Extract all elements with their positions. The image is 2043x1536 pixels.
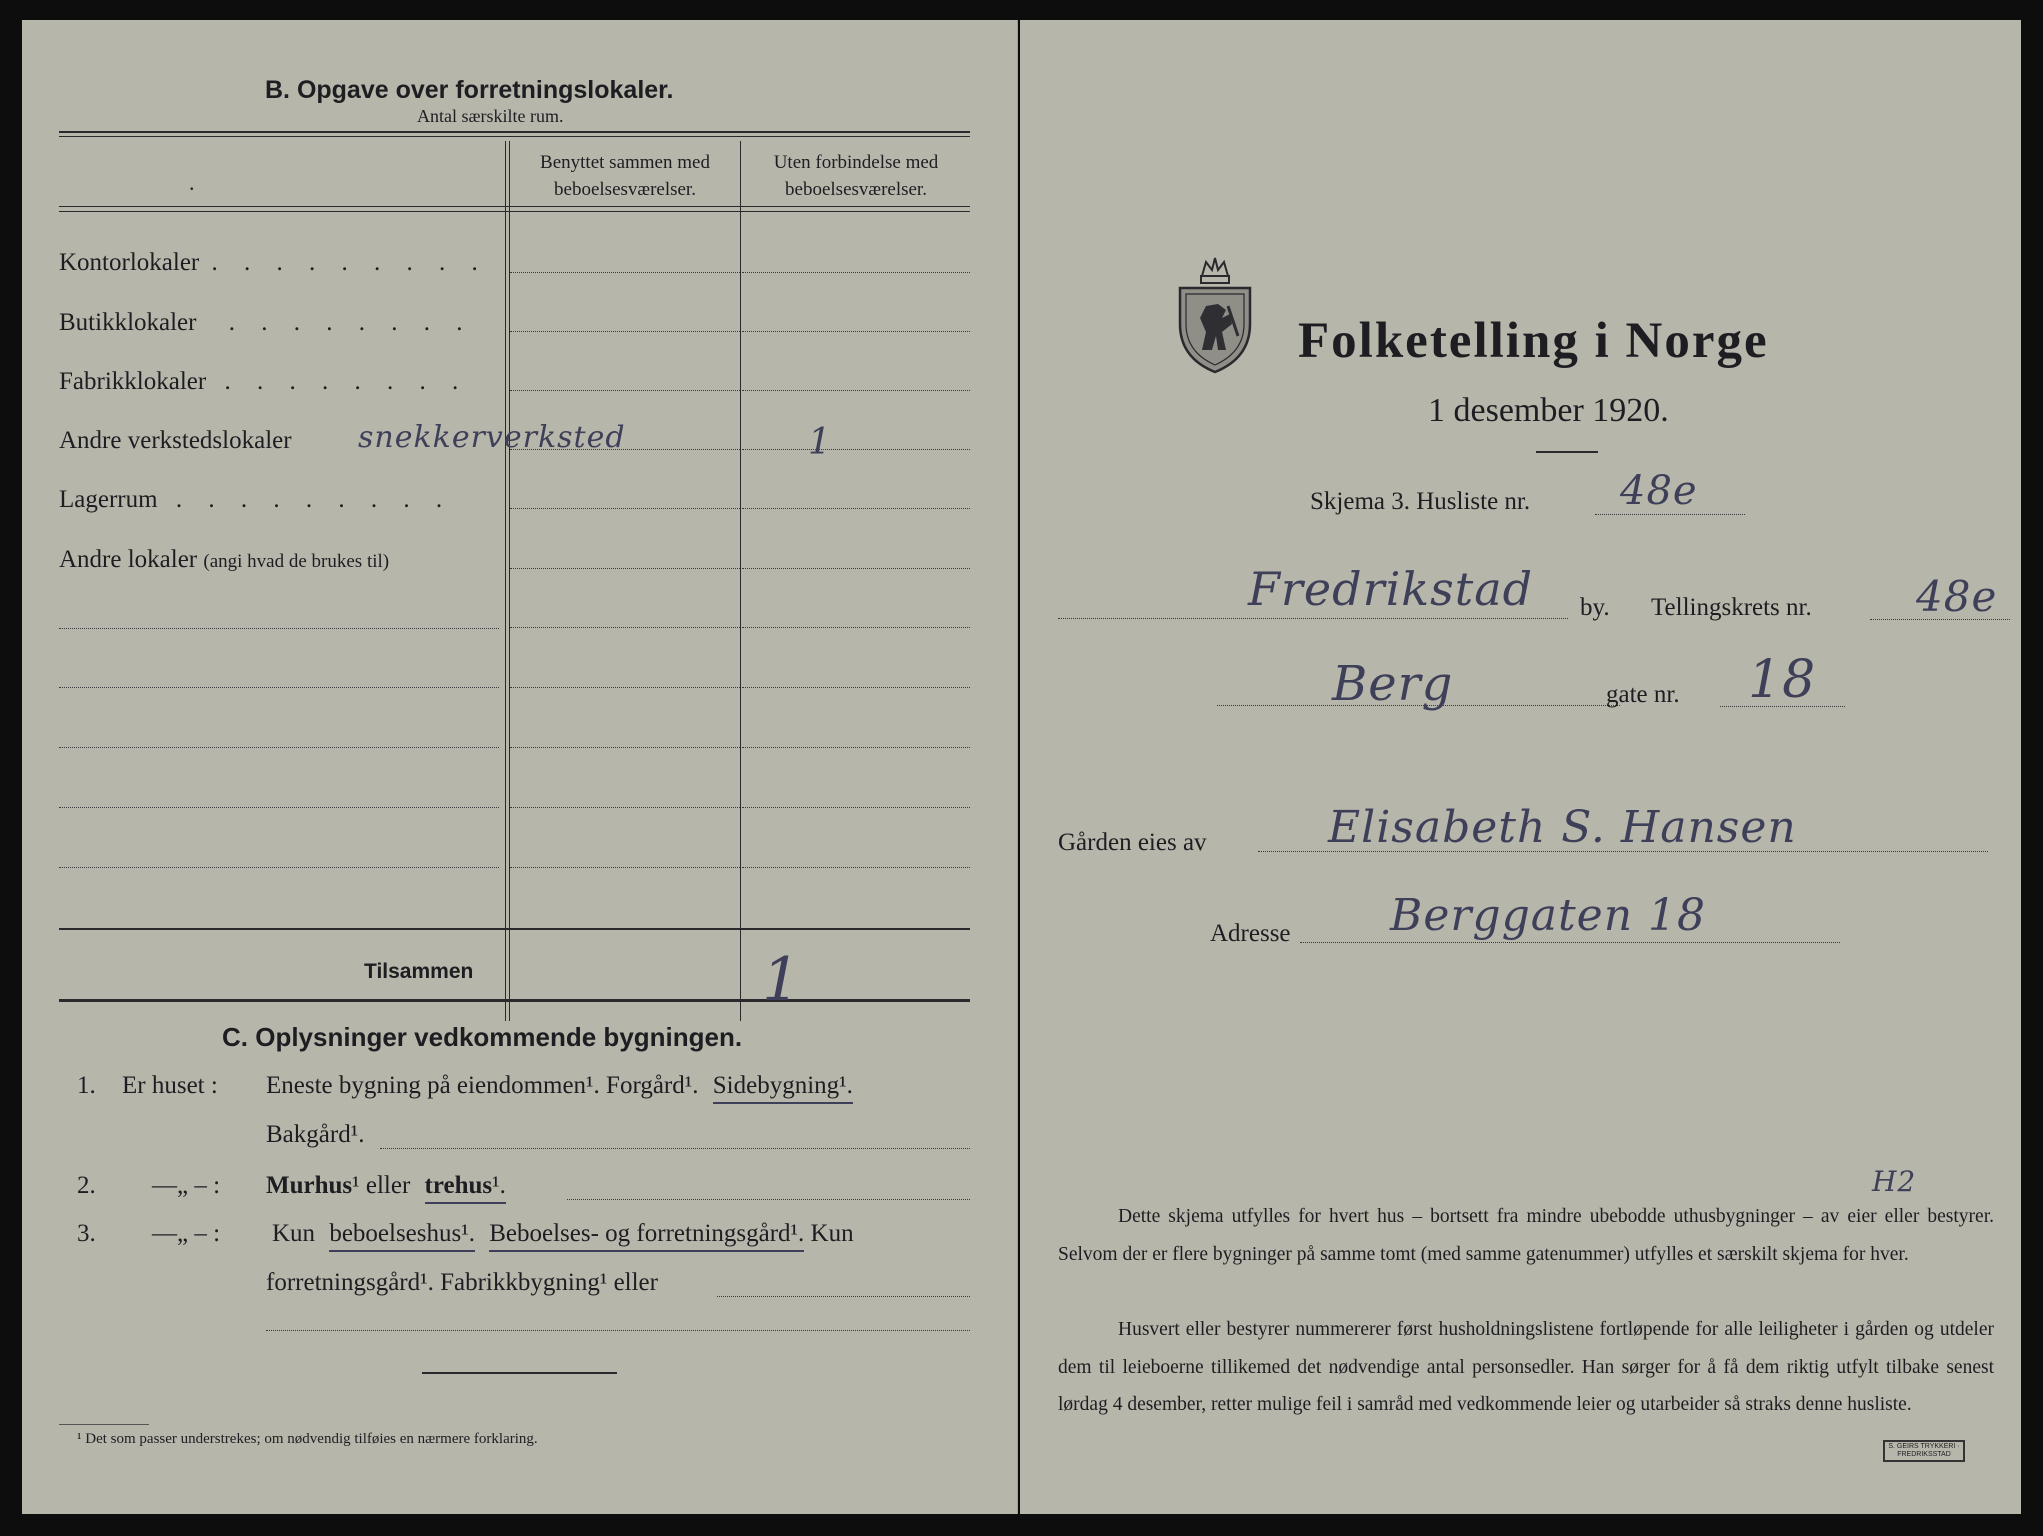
label-fill-line — [59, 747, 499, 748]
footnote-rule — [59, 1424, 149, 1425]
skjema-label: Skjema 3. Husliste nr. — [1310, 488, 1531, 515]
by-value: Fredrikstad — [1248, 562, 1534, 616]
row-label: Fabrikklokaler — [59, 368, 207, 395]
row-andre-lokaler — [59, 546, 389, 574]
gate-value: Berg — [1332, 656, 1454, 712]
col1-header-line1: Benyttet sammen med — [540, 152, 710, 173]
item-3-lead: —„ – : — [152, 1220, 221, 1247]
cell-fill-line — [742, 449, 970, 450]
col2-header-line2: beboelsesværelser. — [785, 179, 927, 200]
census-date: 1 desember 1920. — [1428, 392, 1669, 429]
item-1-sidebygning: Sidebygning¹. — [713, 1072, 853, 1104]
section-c-title: C. Oplysninger vedkommende bygningen. — [222, 1022, 743, 1052]
table-top-rule-2 — [59, 136, 970, 137]
total-label: Tilsammen — [364, 960, 474, 983]
item-3-beboelseshus: beboelseshus¹. — [329, 1220, 475, 1252]
col1-header — [510, 149, 740, 203]
verksted-count: 1 — [808, 422, 832, 463]
title-rule — [1536, 451, 1598, 453]
left-page — [22, 20, 1018, 1514]
cell-fill-line — [510, 449, 740, 450]
item-3-line2: forretningsgård¹. Fabrikkbygning¹ eller — [266, 1269, 658, 1296]
cell-fill-line — [742, 508, 970, 509]
row-label: Butikklokaler — [59, 309, 197, 336]
adresse-value: Berggaten 18 — [1390, 890, 1707, 941]
cell-fill-line — [510, 627, 740, 628]
item-3-line1 — [272, 1220, 854, 1248]
item-3-end: Kun — [810, 1220, 854, 1247]
item-3-kun: Kun — [272, 1220, 316, 1247]
row-kontorlokaler — [59, 249, 488, 277]
label-fill-line — [59, 867, 499, 868]
adresse-label: Adresse — [1210, 920, 1291, 947]
cell-fill-line — [742, 331, 970, 332]
right-page — [1020, 20, 2021, 1514]
trehus-label: trehus — [424, 1172, 493, 1199]
instructions-paragraph-2: Husvert eller bestyrer nummererer først husholdningslistene fortløpende for alle leiligheter i gården og utdeler dem til leieboerne tillikemed det nødvendige antal personsedler. Han sørger for å få dem riktig utfylt tilbake senest lørdag 4 desember, retter mulige feil i samråd med vedkommende leier og utarbeider så straks denne husliste. — [1058, 1319, 1994, 1415]
cell-fill-line — [510, 687, 740, 688]
coat-of-arms-icon — [1172, 254, 1258, 376]
item-3-fill-line-2 — [266, 1330, 970, 1331]
header-rule-2 — [59, 211, 970, 212]
first-column-header: . — [189, 170, 195, 195]
adresse-line — [1300, 942, 1840, 943]
item-1-lead: Er huset : — [122, 1072, 218, 1099]
gate-label: gate nr. — [1606, 681, 1680, 708]
row-note: (angi hvad de brukes til) — [203, 551, 390, 572]
col-divider-1a — [505, 141, 506, 1021]
item-2-lead: —„ – : — [152, 1172, 221, 1199]
item-2-mid: ¹ eller — [352, 1172, 411, 1199]
footnote: ¹ Det som passer understrekes; om nødvendig tilføies en nærmere forklaring. — [77, 1431, 538, 1447]
margin-note: H2 — [1872, 1165, 1917, 1198]
printer-stamp: S. GEIRS TRYKKERI · FREDRIKSSTAD — [1883, 1440, 1965, 1462]
total-rule — [59, 928, 970, 930]
by-line — [1058, 618, 1568, 619]
gate-nr: 18 — [1748, 650, 1817, 710]
col1-header-line2: beboelsesværelser. — [554, 179, 696, 200]
murhus-label: Murhus — [266, 1172, 353, 1199]
col-divider-1b — [509, 141, 510, 1021]
cell-fill-line — [510, 807, 740, 808]
page-title: Folketelling i Norge — [1298, 313, 1769, 369]
handwritten-verksted: snekkerverksted — [358, 420, 626, 455]
tellingskrets-nr: 48e — [1916, 572, 1998, 621]
husliste-nr: 48e — [1620, 468, 1698, 514]
table-top-rule — [59, 131, 970, 133]
item-3-fill-line — [717, 1296, 970, 1297]
col2-header — [742, 149, 970, 203]
cell-fill-line — [742, 272, 970, 273]
cell-fill-line — [742, 747, 970, 748]
col-divider-2 — [740, 141, 741, 1021]
closing-rule — [422, 1372, 617, 1374]
item-2-end: ¹. — [492, 1172, 506, 1199]
cell-fill-line — [510, 568, 740, 569]
leader-dots: . . . . . . . . . — [211, 249, 488, 276]
eier-value: Elisabeth S. Hansen — [1328, 802, 1797, 853]
item-1-line1 — [266, 1072, 853, 1100]
item-1-num: 1. — [77, 1072, 96, 1099]
total-count: 1 — [762, 945, 802, 1015]
item-2-fill-line — [567, 1199, 970, 1200]
item-3-forretningsgard: Beboelses- og forretningsgård¹. — [489, 1220, 804, 1252]
section-b-subtitle: Antal særskilte rum. — [417, 106, 564, 126]
item-1-fill-line — [380, 1148, 970, 1149]
by-label: by. — [1580, 594, 1610, 621]
eier-label: Gården eies av — [1058, 829, 1207, 856]
cell-fill-line — [510, 747, 740, 748]
cell-fill-line — [510, 331, 740, 332]
row-label: Andre verkstedslokaler — [59, 427, 292, 454]
cell-fill-line — [742, 867, 970, 868]
col2-header-line1: Uten forbindelse med — [773, 152, 939, 173]
item-1-line2: Bakgård¹. — [266, 1121, 365, 1148]
row-label: Andre lokaler — [59, 546, 198, 573]
cell-fill-line — [510, 272, 740, 273]
label-fill-line — [59, 628, 499, 629]
leader-dots: . . . . . . . . — [224, 368, 469, 395]
leader-dots: . . . . . . . . . — [175, 486, 453, 513]
cell-fill-line — [742, 807, 970, 808]
row-label: Lagerrum — [59, 486, 158, 513]
item-2-num: 2. — [77, 1172, 96, 1199]
cell-fill-line — [742, 390, 970, 391]
item-3-num: 3. — [77, 1220, 96, 1247]
row-andre-verkstedslokaler — [59, 427, 292, 455]
instructions-paragraph-1: Dette skjema utfylles for hvert hus – bortsett fra mindre ubebodde uthusbygninger – av eier eller bestyrer. Selvom der er flere bygninger på samme tomt (med samme gatenummer) utfylles et særskilt skjema for hver. — [1058, 1206, 1994, 1265]
item-2-line — [266, 1172, 506, 1200]
section-b-title: B. Opgave over forretningslokaler. — [265, 76, 674, 104]
row-lagerrum — [59, 486, 452, 514]
row-butikklokaler — [59, 309, 472, 337]
cell-fill-line — [510, 508, 740, 509]
husliste-line — [1595, 514, 1745, 515]
cell-fill-line — [742, 627, 970, 628]
cell-fill-line — [510, 390, 740, 391]
label-fill-line — [59, 807, 499, 808]
label-fill-line — [59, 687, 499, 688]
tellingskrets-label: Tellingskrets nr. — [1651, 594, 1812, 621]
item-1-text: Eneste bygning på eiendommen¹. Forgård¹. — [266, 1072, 699, 1099]
header-rule — [59, 206, 970, 207]
row-fabrikklokaler — [59, 368, 468, 396]
cell-fill-line — [742, 687, 970, 688]
leader-dots: . . . . . . . . — [228, 309, 473, 336]
cell-fill-line — [510, 867, 740, 868]
table-bottom-rule — [59, 999, 970, 1002]
cell-fill-line — [742, 568, 970, 569]
row-label: Kontorlokaler — [59, 249, 200, 276]
